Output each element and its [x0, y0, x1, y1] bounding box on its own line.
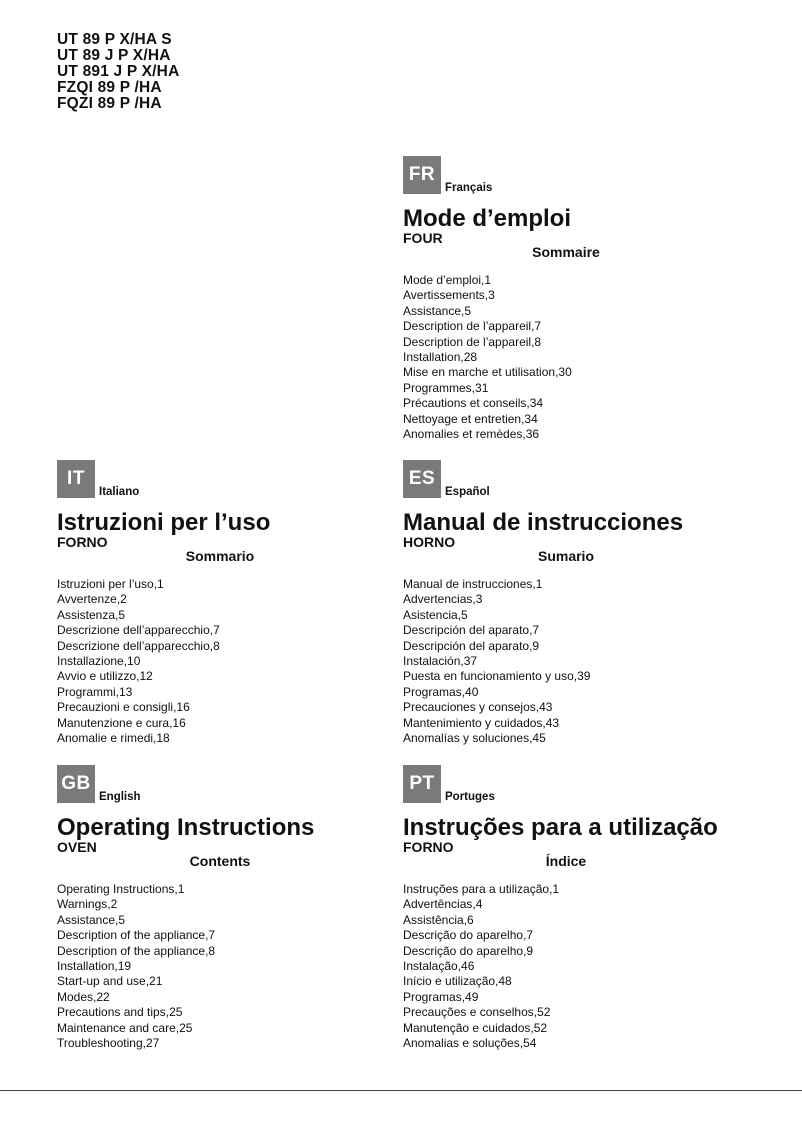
toc-list — [403, 273, 743, 442]
toc-item: Assistência,6 — [403, 912, 474, 927]
toc-list — [57, 577, 397, 746]
language-name: Portuges — [445, 791, 495, 803]
language-code-badge: ES — [403, 460, 441, 498]
toc-item: Nettoyage et entretien,34 — [403, 411, 538, 426]
model-name: UT 891 J P X/HA — [57, 63, 180, 80]
model-name: FZQI 89 P /HA — [57, 79, 162, 96]
appliance-type: FOUR — [403, 230, 443, 246]
toc-list — [403, 577, 743, 746]
toc-item: Description de l’appareil,8 — [403, 334, 542, 349]
model-name: UT 89 J P X/HA — [57, 47, 171, 64]
manual-title: Instruções para a utilização — [403, 814, 718, 841]
toc-item: Précautions et conseils,34 — [403, 396, 544, 411]
manual-title: Istruzioni per l’uso — [57, 509, 271, 536]
toc-item: Puesta en funcionamiento y uso,39 — [403, 669, 591, 684]
manual-title: Manual de instrucciones — [403, 509, 684, 536]
toc-item: Precauzioni e consigli,16 — [57, 700, 190, 715]
language-code-badge: PT — [403, 765, 441, 803]
toc-item: Manutenzione e cura,16 — [57, 715, 186, 730]
language-name: Italiano — [99, 486, 140, 498]
toc-item: Avertissements,3 — [403, 288, 495, 303]
toc-item: Programmes,31 — [403, 380, 489, 395]
language-code-badge: IT — [57, 460, 95, 498]
model-list — [57, 32, 179, 112]
toc-item: Anomalies et remèdes,36 — [403, 427, 540, 442]
toc-item: Anomalias e soluções,54 — [403, 1036, 537, 1051]
toc-heading: Sommaire — [532, 244, 600, 260]
toc-item: Assistenza,5 — [57, 607, 126, 622]
toc-item: Instalación,37 — [403, 654, 478, 669]
toc-item: Anomalías y soluciones,45 — [403, 731, 546, 746]
toc-item: Assistance,5 — [403, 303, 472, 318]
toc-item: Precauções e conselhos,52 — [403, 1005, 551, 1020]
appliance-type: OVEN — [57, 839, 97, 855]
section-es — [403, 458, 743, 746]
appliance-type: HORNO — [403, 534, 456, 550]
toc-list — [403, 882, 743, 1051]
toc-item: Programas,40 — [403, 684, 479, 699]
toc-item: Instruções para a utilização,1 — [403, 882, 560, 896]
language-code-badge: FR — [403, 156, 441, 194]
toc-item: Istruzioni per l’uso,1 — [57, 577, 164, 591]
language-header — [403, 154, 743, 194]
toc-item: Manual de instrucciones,1 — [403, 577, 543, 591]
toc-item: Manutenção e cuidados,52 — [403, 1020, 548, 1035]
footer-divider — [0, 1090, 802, 1091]
language-header — [57, 763, 397, 803]
toc-item: Installazione,10 — [57, 654, 141, 669]
section-pt — [403, 763, 743, 1051]
toc-item: Mantenimiento y cuidados,43 — [403, 715, 560, 730]
toc-item: Troubleshooting,27 — [57, 1036, 160, 1051]
toc-item: Advertências,4 — [403, 897, 483, 912]
appliance-type: FORNO — [57, 534, 108, 550]
toc-item: Instalação,46 — [403, 959, 475, 974]
appliance-type: FORNO — [403, 839, 454, 855]
toc-item: Descripción del aparato,9 — [403, 638, 540, 653]
toc-item: Descripción del aparato,7 — [403, 623, 540, 638]
toc-list — [57, 882, 397, 1051]
language-header — [403, 763, 743, 803]
language-name: English — [99, 791, 141, 803]
toc-item: Descrizione dell’apparecchio,7 — [57, 623, 220, 638]
toc-item: Programmi,13 — [57, 684, 133, 699]
toc-item: Operating Instructions,1 — [57, 882, 185, 896]
language-header — [403, 458, 743, 498]
manual-title: Operating Instructions — [57, 814, 315, 841]
language-code-badge: GB — [57, 765, 95, 803]
language-name: Español — [445, 486, 490, 498]
model-name: FQZI 89 P /HA — [57, 95, 162, 112]
toc-item: Mise en marche et utilisation,30 — [403, 365, 572, 380]
toc-item: Anomalie e rimedi,18 — [57, 731, 170, 746]
toc-item: Installation,19 — [57, 959, 132, 974]
toc-item: Programas,49 — [403, 989, 479, 1004]
toc-item: Assistance,5 — [57, 912, 126, 927]
toc-item: Warnings,2 — [57, 897, 118, 912]
toc-heading: Sumario — [537, 548, 594, 564]
toc-item: Description of the appliance,8 — [57, 943, 216, 958]
toc-item: Início e utilização,48 — [403, 974, 512, 989]
toc-item: Avvertenze,2 — [57, 592, 127, 607]
section-it — [57, 458, 397, 746]
toc-item: Descrizione dell’apparecchio,8 — [57, 638, 220, 653]
toc-item: Installation,28 — [403, 350, 478, 365]
toc-item: Avvio e utilizzo,12 — [57, 669, 153, 684]
manual-title: Mode d’emploi — [403, 205, 571, 232]
toc-item: Precautions and tips,25 — [57, 1005, 183, 1020]
toc-item: Precauciones y consejos,43 — [403, 700, 553, 715]
model-name: UT 89 P X/HA S — [57, 31, 172, 48]
language-name: Français — [445, 182, 493, 194]
toc-item: Descrição do aparelho,9 — [403, 943, 534, 958]
toc-item: Asistencia,5 — [403, 607, 468, 622]
section-fr — [403, 154, 743, 442]
toc-item: Mode d’emploi,1 — [403, 273, 492, 287]
toc-item: Description of the appliance,7 — [57, 928, 216, 943]
toc-item: Description de l’appareil,7 — [403, 319, 542, 334]
section-gb — [57, 763, 397, 1051]
toc-item: Descrição do aparelho,7 — [403, 928, 534, 943]
toc-heading: Índice — [545, 853, 587, 869]
toc-item: Modes,22 — [57, 989, 110, 1004]
language-header — [57, 458, 397, 498]
toc-item: Start-up and use,21 — [57, 974, 163, 989]
toc-heading: Contents — [189, 853, 251, 869]
toc-item: Advertencias,3 — [403, 592, 483, 607]
toc-item: Maintenance and care,25 — [57, 1020, 193, 1035]
toc-heading: Sommario — [185, 548, 255, 564]
